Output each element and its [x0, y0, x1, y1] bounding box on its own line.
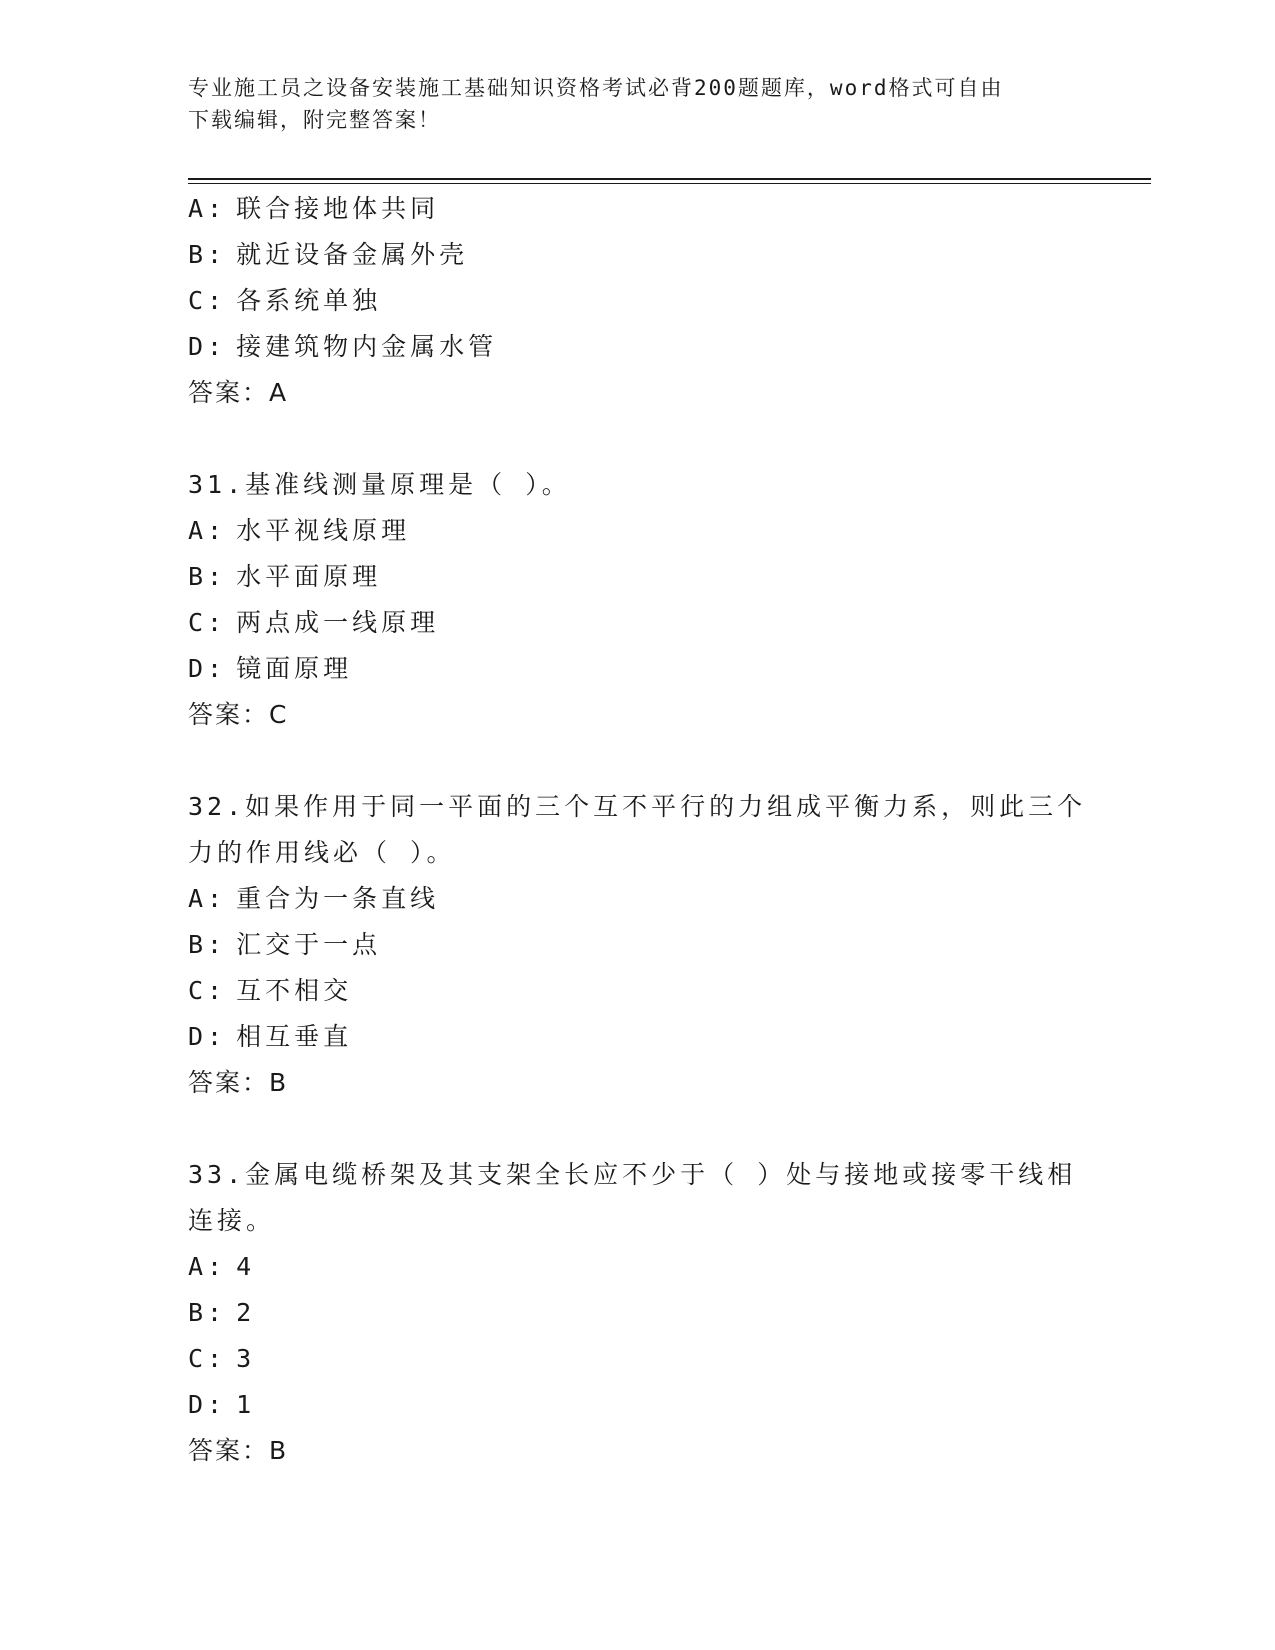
question-block-continued: [188, 186, 1088, 416]
question-stem: 33.金属电缆桥架及其支架全长应不少于（ ）处与接地或接零干线相: [188, 1160, 1077, 1189]
option-b: B: 水平面原理: [188, 562, 382, 591]
header-line-1: 专业施工员之设备安装施工基础知识资格考试必背200题题库，word格式可自由: [188, 76, 1004, 100]
header-divider-thin: [188, 183, 1151, 184]
question-stem-continued: 连接。: [188, 1206, 276, 1235]
question-block-31: [188, 462, 1088, 738]
option-b: B: 就近设备金属外壳: [188, 240, 469, 269]
answer-line: 答案：B: [188, 1068, 289, 1097]
question-block-32: [188, 784, 1088, 1106]
question-list: [188, 186, 1088, 1474]
option-b: B: 汇交于一点: [188, 930, 382, 959]
question-stem: 31.基准线测量原理是（ ）。: [188, 470, 571, 499]
option-d: D: 接建筑物内金属水管: [188, 332, 498, 361]
option-d: D: 1: [188, 1390, 256, 1419]
question-block-33: [188, 1152, 1088, 1474]
option-c: C: 各系统单独: [188, 286, 382, 315]
option-a: A: 重合为一条直线: [188, 884, 440, 913]
question-stem-continued: 力的作用线必（ ）。: [188, 838, 456, 867]
option-d: D: 镜面原理: [188, 654, 353, 683]
header-divider-thick: [188, 178, 1151, 180]
question-stem: 32.如果作用于同一平面的三个互不平行的力组成平衡力系，则此三个: [188, 792, 1087, 821]
answer-line: 答案：B: [188, 1436, 289, 1465]
option-a: A: 联合接地体共同: [188, 194, 440, 223]
option-c: C: 互不相交: [188, 976, 353, 1005]
option-a: A: 4: [188, 1252, 256, 1281]
option-d: D: 相互垂直: [188, 1022, 353, 1051]
header-line-2: 下载编辑，附完整答案！: [188, 108, 441, 132]
option-c: C: 3: [188, 1344, 256, 1373]
option-a: A: 水平视线原理: [188, 516, 411, 545]
option-b: B: 2: [188, 1298, 256, 1327]
document-header: [188, 72, 1068, 136]
option-c: C: 两点成一线原理: [188, 608, 440, 637]
answer-line: 答案：A: [188, 378, 289, 407]
answer-line: 答案：C: [188, 700, 289, 729]
